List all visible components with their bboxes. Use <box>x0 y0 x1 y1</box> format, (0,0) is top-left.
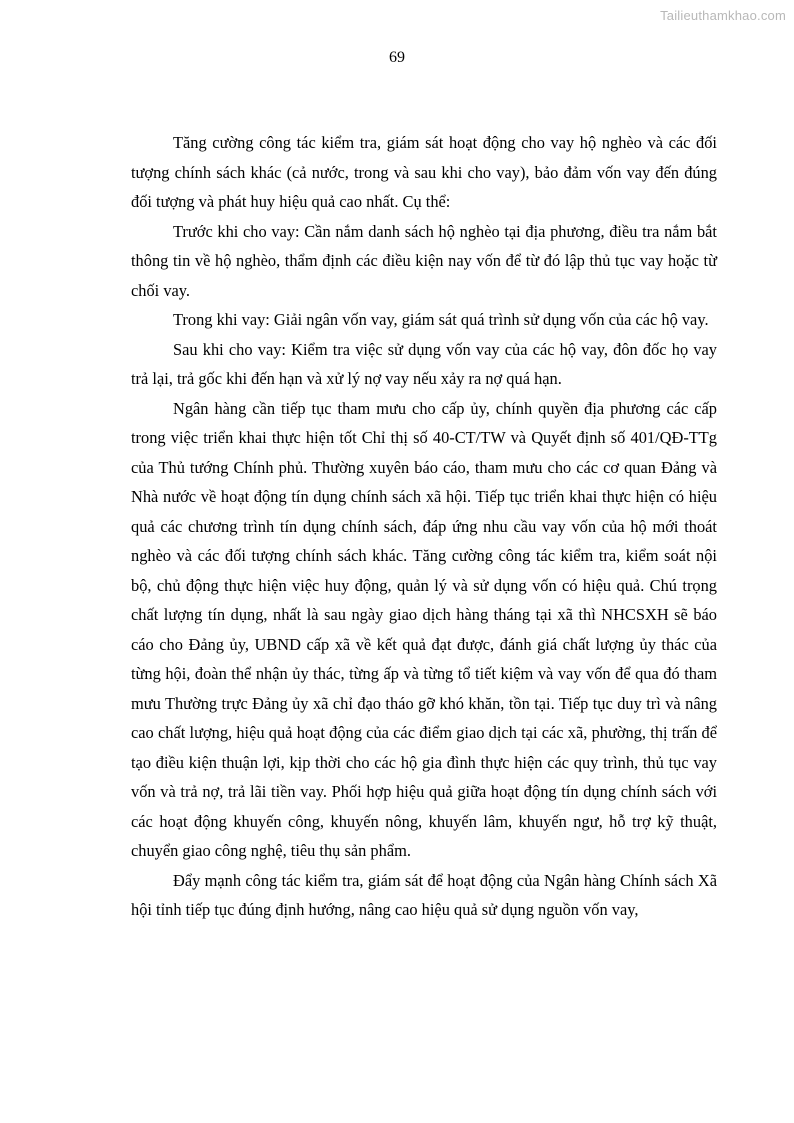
page-number: 69 <box>389 49 405 66</box>
paragraph-intro: Tăng cường công tác kiểm tra, giám sát hoạt động cho vay hộ nghèo và các đối tượng chính sách khác (cả nước, trong và sau khi cho vay), bảo đảm vốn vay đến đúng đối tượng và phát huy hiệu quả cao nhất. Cụ thể: <box>131 133 717 211</box>
watermark: Tailieuthamkhao.com <box>660 8 786 23</box>
paragraph-inspection: Đẩy mạnh công tác kiểm tra, giám sát để hoạt động của Ngân hàng Chính sách Xã hội tỉnh tiếp tục đúng định hướng, nâng cao hiệu quả sử dụng nguồn vốn vay, <box>131 870 717 919</box>
document-body <box>131 128 717 925</box>
paragraph-before-lending: Trước khi cho vay: Cần nắm danh sách hộ nghèo tại địa phương, điều tra nắm bắt thông tin về hộ nghèo, thẩm định các điều kiện nay vốn để từ đó lập thủ tục vay hoặc từ chối vay. <box>131 221 717 300</box>
paragraph-after-lending: Sau khi cho vay: Kiểm tra việc sử dụng vốn vay của các hộ vay, đôn đốc họ vay trả lại, trả gốc khi đến hạn và xử lý nợ vay nếu xảy ra nợ quá hạn. <box>131 339 717 388</box>
paragraph-during-lending: Trong khi vay: Giải ngân vốn vay, giám sát quá trình sử dụng vốn của các hộ vay. <box>173 310 709 329</box>
paragraph-bank-advisory: Ngân hàng cần tiếp tục tham mưu cho cấp ủy, chính quyền địa phương các cấp trong việc triển khai thực hiện tốt Chỉ thị số 40-CT/TW và Quyết định số 401/QĐ-TTg của Thủ tướng Chính phủ. Thường xuyên báo cáo, tham mưu cho các cơ quan Đảng và Nhà nước về hoạt động tín dụng chính sách xã hội. Tiếp tục triển khai thực hiện có hiệu quả các chương trình tín dụng chính sách, đáp ứng nhu cầu vay vốn của hộ mới thoát nghèo và các đối tượng chính sách khác. Tăng cường công tác kiểm tra, kiểm soát nội bộ, chủ động thực hiện việc huy động, quản lý và sử dụng vốn có hiệu quả. Chú trọng chất lượng tín dụng, nhất là sau ngày giao dịch hàng tháng tại xã thì NHCSXH sẽ báo cáo cho Đảng ủy, UBND cấp xã về kết quả đạt được, đánh giá chất lượng ủy thác của từng hội, đoàn thể nhận ủy thác, từng ấp và từng tổ tiết kiệm và vay vốn để qua đó tham mưu Thường trực Đảng ủy xã chỉ đạo tháo gỡ khó khăn, tồn tại. Tiếp tục duy trì và nâng cao chất lượng, hiệu quả hoạt động của các điểm giao dịch tại các xã, phường, thị trấn để tạo điều kiện thuận lợi, kịp thời cho các hộ gia đình thực hiện các quy trình, thủ tục vay vốn và trả nợ, trả lãi tiền vay. Phối hợp hiệu quả giữa hoạt động tín dụng chính sách với các hoạt động khuyến công, khuyến nông, khuyến lâm, khuyến ngư, hỗ trợ kỹ thuật, chuyển giao công nghệ, tiêu thụ sản phẩm. <box>131 398 717 860</box>
